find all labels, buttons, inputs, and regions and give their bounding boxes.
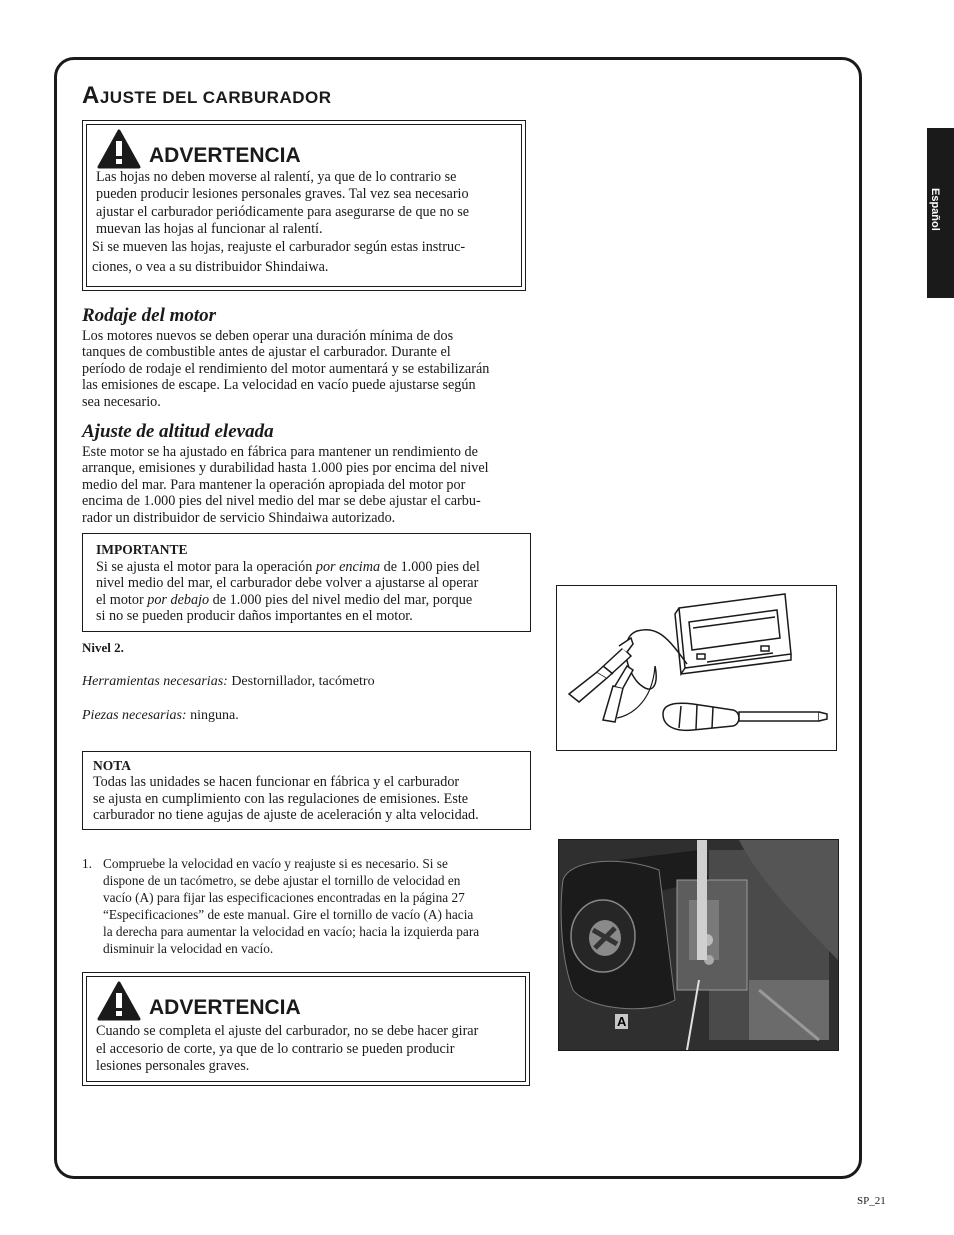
warning-title: ADVERTENCIA — [149, 996, 301, 1019]
important-line: Si se ajusta el motor para la operación por encima de 1.000 pies del — [96, 559, 480, 575]
warning-line: pueden producir lesiones personales graves. Tal vez sea necesario — [96, 186, 469, 202]
warning-box-1 — [82, 120, 526, 291]
tools-illustration — [556, 585, 837, 751]
photo-label-a: A — [617, 1014, 627, 1029]
level-label: Nivel 2. — [82, 640, 124, 655]
step-text: Compruebe la velocidad en vacío y reajuste si es necesario. Si se dispone de un tacómetro, se debe ajustar el tornillo de velocidad en vacío (A) para fijar las especificaciones encontradas en la página 27 “Especificaciones” de este manual. Gire el tornillo de vacío (A) hacia la derecha para aumentar la velocidad en vacío; hacia la izquierda para disminuir la velocidad en vacío. — [103, 856, 480, 956]
warning-triangle-icon — [97, 981, 141, 1021]
carburetor-photo — [558, 839, 839, 1051]
warning-line: ajustar el carburador periódicamente para asegurarse de que no se — [96, 204, 470, 220]
screwdriver-icon — [663, 703, 827, 730]
section-title: AJUSTE DEL CARBURADOR — [82, 82, 332, 109]
warning-line: Si se mueven las hojas, reajuste el carburador según estas instruc- — [92, 239, 466, 255]
warning-triangle-icon — [97, 129, 141, 169]
note-line: se ajusta en cumplimiento con las regulaciones de emisiones. Este — [93, 791, 469, 807]
note-line: Todas las unidades se hacen funcionar en fábrica y el carburador — [93, 774, 460, 790]
important-box — [82, 533, 531, 632]
language-tab — [927, 128, 954, 298]
note-label: NOTA — [93, 758, 132, 773]
language-tab-label: Español — [929, 188, 941, 231]
important-label: IMPORTANTE — [96, 542, 188, 557]
note-box — [82, 751, 531, 830]
step-1 — [82, 855, 527, 959]
clip-icon — [569, 638, 633, 702]
warning-line: Cuando se completa el ajuste del carburador, no se debe hacer girar — [96, 1023, 479, 1039]
tachometer-icon — [675, 594, 791, 674]
warning-line: el accesorio de corte, ya que de lo contrario se pueden producir — [96, 1041, 455, 1057]
warning-title: ADVERTENCIA — [149, 144, 301, 167]
important-line: si no se pueden producir daños importantes en el motor. — [96, 608, 413, 624]
tools-line: Herramientas necesarias: Destornillador, tacómetro — [82, 674, 375, 689]
page-number: SP_21 — [857, 1195, 886, 1207]
warning-line: lesiones personales graves. — [96, 1058, 250, 1074]
warning-box-2 — [82, 972, 530, 1086]
parts-line: Piezas necesarias: ninguna. — [82, 708, 239, 723]
important-line: el motor por debajo de 1.000 pies del nivel medio del mar, porque — [96, 592, 473, 608]
step-number: 1. — [82, 856, 92, 871]
altitude-heading: Ajuste de altitud elevada — [82, 421, 274, 442]
important-line: nivel medio del mar, el carburador debe volver a ajustarse al operar — [96, 575, 479, 591]
warning-line: ciones, o vea a su distribuidor Shindaiwa. — [92, 259, 329, 275]
warning-line: muevan las hojas al funcionar al ralentí. — [96, 221, 323, 237]
warning-line: Las hojas no deben moverse al ralentí, ya que de lo contrario se — [96, 169, 457, 185]
break-in-heading: Rodaje del motor — [82, 305, 217, 326]
note-line: carburador no tiene agujas de ajuste de aceleración y alta velocidad. — [93, 807, 479, 823]
break-in-paragraph: Los motores nuevos se deben operar una duración mínima de dos tanques de combustible antes de ajustar el carburador. Durante el período de rodaje el rendimiento del motor aumentará y se estabilizarán las emisiones de escape. La velocidad en vacío puede ajustarse según sea necesario. — [82, 328, 490, 410]
altitude-paragraph: Este motor se ha ajustado en fábrica para mantener un rendimiento de arranque, emisiones y durabilidad hasta 1.000 pies por encima del nivel medio del mar. Para mantener la operación apropiada del motor por encima de 1.000 pies del nivel medio del mar se debe ajustar el carbu- rador un distribuidor de servicio Shindaiwa autorizado. — [82, 444, 489, 526]
